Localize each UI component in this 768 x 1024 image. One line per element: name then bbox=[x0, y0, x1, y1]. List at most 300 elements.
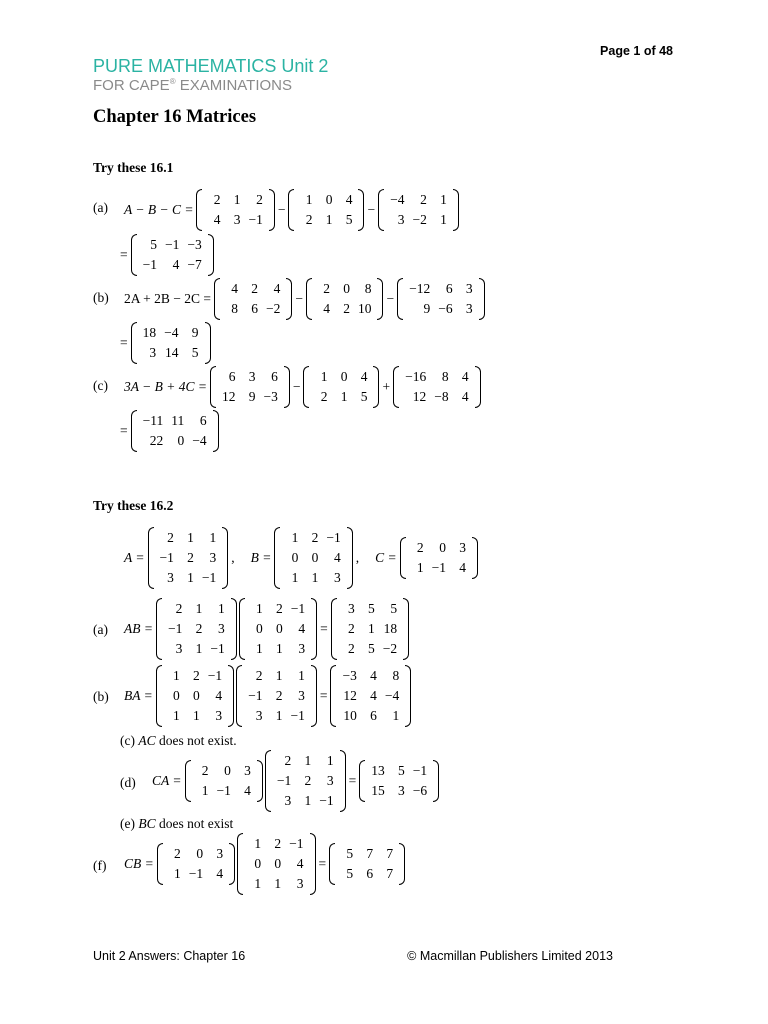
matrix-cell: 3 bbox=[167, 570, 174, 585]
matrix-cell: 1 bbox=[440, 192, 447, 207]
op: − bbox=[386, 291, 395, 306]
matrix-cell: 1 bbox=[187, 570, 194, 585]
matrix-cell: 4 bbox=[370, 688, 377, 703]
right-bracket bbox=[403, 598, 409, 660]
lhs: CB = bbox=[124, 856, 154, 871]
part-label: (c) bbox=[120, 733, 135, 748]
matrix-cell: 1 bbox=[274, 876, 282, 891]
lhs: A − B − C = bbox=[124, 202, 194, 217]
matrix-cell: 22 bbox=[149, 433, 164, 448]
matrix-entries bbox=[154, 527, 223, 589]
matrix bbox=[329, 843, 405, 885]
right-bracket bbox=[222, 527, 228, 589]
matrix-cell: 7 bbox=[386, 866, 394, 881]
matrix bbox=[156, 598, 237, 660]
matrix-cell: 3 bbox=[298, 688, 305, 703]
matrix-cell: −1 bbox=[207, 668, 223, 683]
matrix-cell: 6 bbox=[271, 369, 278, 384]
matrix-cell: 4 bbox=[323, 301, 330, 316]
matrix-cell: −3 bbox=[187, 237, 202, 252]
right-bracket bbox=[228, 665, 234, 727]
result-c1 bbox=[118, 410, 220, 452]
matrix-cell: −1 bbox=[216, 783, 231, 798]
right-bracket bbox=[286, 278, 292, 320]
matrix-entries bbox=[406, 537, 472, 579]
matrix-cell: 3 bbox=[215, 708, 223, 723]
note: does not exist bbox=[155, 816, 234, 831]
matrix-cell: 4 bbox=[298, 621, 306, 636]
matrix-cell: 3 bbox=[216, 846, 224, 861]
matrix-cell: 9 bbox=[248, 389, 256, 404]
matrix-cell: 4 bbox=[172, 257, 180, 272]
matrix-cell: −7 bbox=[187, 257, 202, 272]
matrix-cell: 3 bbox=[209, 550, 217, 565]
matrix bbox=[214, 278, 292, 320]
matrix bbox=[185, 760, 263, 802]
matrix-cell: 3 bbox=[397, 212, 405, 227]
matrix bbox=[331, 598, 409, 660]
matrix-cell: 6 bbox=[251, 301, 258, 316]
right-bracket bbox=[433, 760, 439, 802]
matrix-cell: 4 bbox=[273, 281, 281, 296]
op: − bbox=[295, 291, 303, 306]
matrix-cell: 1 bbox=[195, 601, 203, 616]
right-bracket bbox=[472, 537, 478, 579]
matrix-cell: −6 bbox=[438, 301, 453, 316]
matrix-cell: 1 bbox=[291, 570, 299, 585]
right-bracket bbox=[257, 760, 263, 802]
matrix-cell: 5 bbox=[367, 601, 375, 616]
equation-b1 bbox=[122, 278, 486, 320]
matrix-cell: −1 bbox=[290, 708, 305, 723]
matrix-cell: 2 bbox=[174, 846, 181, 861]
equation-ca bbox=[150, 750, 440, 812]
matrix-cell: 1 bbox=[174, 866, 181, 881]
matrix-entries bbox=[312, 278, 378, 320]
matrix-cell: −3 bbox=[342, 668, 357, 683]
lhs: 3A − B + 4C = bbox=[124, 379, 207, 394]
matrix-cell: 2 bbox=[275, 601, 283, 616]
matrix-cell: 3 bbox=[255, 708, 263, 723]
matrix-entries bbox=[163, 843, 229, 885]
matrix-cell: −1 bbox=[165, 237, 180, 252]
matrix-cell: 6 bbox=[366, 866, 374, 881]
right-bracket bbox=[269, 189, 275, 231]
matrix-C bbox=[400, 537, 478, 579]
page-number: Page 1 of 48 bbox=[600, 44, 673, 58]
right-bracket bbox=[358, 189, 364, 231]
matrix-cell: −1 bbox=[431, 560, 446, 575]
matrix-cell: −2 bbox=[265, 301, 281, 316]
matrix-cell: 1 bbox=[392, 708, 400, 723]
matrix-cell: 5 bbox=[150, 237, 157, 252]
matrix-cell: 3 bbox=[459, 540, 466, 555]
matrix-cell: 3 bbox=[326, 773, 334, 788]
matrix-cell: 2 bbox=[201, 763, 209, 778]
matrix-cell: −4 bbox=[164, 325, 179, 340]
right-bracket bbox=[231, 598, 237, 660]
chapter-title: Chapter 16 Matrices bbox=[93, 107, 257, 127]
matrix-cell: 5 bbox=[346, 866, 354, 881]
matrix bbox=[239, 598, 317, 660]
matrix-cell: 1 bbox=[340, 389, 348, 404]
matrix-cell: −1 bbox=[289, 836, 304, 851]
matrix-cell: 2 bbox=[274, 836, 282, 851]
result-a1 bbox=[118, 234, 215, 276]
matrix-cell: 3 bbox=[465, 301, 473, 316]
matrix-cell: −1 bbox=[412, 763, 428, 778]
matrix-cell: 2 bbox=[192, 668, 200, 683]
matrix-cell: 5 bbox=[367, 641, 375, 656]
matrix-cell: 2 bbox=[311, 530, 319, 545]
matrix-cell: 1 bbox=[440, 212, 447, 227]
matrix-cell: −1 bbox=[276, 773, 292, 788]
matrix-cell: 1 bbox=[192, 708, 200, 723]
matrix-cell: 0 bbox=[254, 856, 262, 871]
matrix-cell: −6 bbox=[412, 783, 428, 798]
eq: = bbox=[320, 621, 328, 636]
matrix-cell: −3 bbox=[263, 389, 278, 404]
footer-copyright: © Macmillan Publishers Limited 2013 bbox=[407, 949, 613, 963]
matrix-entries bbox=[242, 665, 311, 727]
matrix-cell: 10 bbox=[357, 301, 372, 316]
note: does not exist. bbox=[155, 733, 237, 748]
matrix bbox=[131, 234, 214, 276]
matrix-entries bbox=[335, 843, 399, 885]
matrix-cell: 1 bbox=[255, 601, 263, 616]
right-bracket bbox=[373, 366, 379, 408]
matrix-cell: 3 bbox=[248, 369, 256, 384]
matrix-cell: 6 bbox=[370, 708, 377, 723]
matrix-entries bbox=[202, 189, 268, 231]
part-label: (b) bbox=[93, 290, 109, 305]
right-bracket bbox=[340, 750, 346, 812]
matrix bbox=[303, 366, 379, 408]
subtitle-post: EXAMINATIONS bbox=[175, 77, 292, 94]
matrix-cell: 1 bbox=[416, 560, 424, 575]
matrix-cell: 0 bbox=[275, 621, 283, 636]
matrix-cell: 5 bbox=[345, 212, 353, 227]
matrix-entries bbox=[271, 750, 340, 812]
matrix-cell: 18 bbox=[383, 621, 398, 636]
matrix bbox=[306, 278, 384, 320]
lhs: 2A + 2B − 2C = bbox=[124, 291, 211, 306]
matrix-cell: 0 bbox=[274, 856, 282, 871]
matrix-cell: 2 bbox=[347, 641, 355, 656]
matrix-entries bbox=[309, 366, 373, 408]
matrix-entries bbox=[365, 760, 433, 802]
matrix-entries bbox=[403, 278, 479, 320]
equation-cb bbox=[122, 833, 406, 895]
matrix-cell: 1 bbox=[275, 668, 283, 683]
matrix-cell: −1 bbox=[248, 212, 263, 227]
op: + bbox=[382, 379, 391, 394]
matrix-cell: 5 bbox=[346, 846, 354, 861]
matrix bbox=[393, 366, 481, 408]
equation-ba bbox=[122, 665, 412, 727]
matrix-cell: 1 bbox=[275, 641, 283, 656]
matrix-cell: 7 bbox=[366, 846, 374, 861]
matrix-entries bbox=[294, 189, 358, 231]
comma: , bbox=[231, 550, 235, 565]
lhs: C = bbox=[375, 550, 397, 565]
matrix-cell: 4 bbox=[360, 369, 368, 384]
matrix-cell: −4 bbox=[192, 433, 207, 448]
matrix-cell: 18 bbox=[142, 325, 157, 340]
matrix bbox=[196, 189, 274, 231]
equation-c1 bbox=[122, 366, 482, 408]
matrix-cell: 3 bbox=[233, 212, 241, 227]
right-bracket bbox=[310, 833, 316, 895]
matrix-cell: 4 bbox=[370, 668, 377, 683]
matrix-B bbox=[274, 527, 352, 589]
part-e-text bbox=[120, 816, 233, 832]
matrix-cell: 15 bbox=[371, 783, 385, 798]
matrix-entries bbox=[137, 234, 208, 276]
matrix-cell: 2 bbox=[187, 550, 194, 565]
right-bracket bbox=[208, 234, 214, 276]
right-bracket bbox=[479, 278, 485, 320]
product-name: BC bbox=[138, 816, 156, 831]
matrix-cell: 2 bbox=[175, 601, 183, 616]
subtitle-pre: FOR CAPE bbox=[93, 77, 170, 94]
matrix-cell: 1 bbox=[304, 793, 312, 808]
matrix-cell: 4 bbox=[461, 389, 469, 404]
matrix-entries bbox=[280, 527, 346, 589]
matrix-A bbox=[148, 527, 229, 589]
right-bracket bbox=[284, 366, 290, 408]
matrix-cell: 2 bbox=[304, 773, 312, 788]
matrix-cell: 1 bbox=[195, 641, 203, 656]
matrix-cell: 3 bbox=[298, 641, 306, 656]
matrix-cell: 5 bbox=[191, 345, 199, 360]
matrix-cell: 1 bbox=[326, 753, 334, 768]
matrix bbox=[330, 665, 411, 727]
matrix-cell: 1 bbox=[298, 668, 305, 683]
matrix bbox=[288, 189, 364, 231]
matrix-entries bbox=[399, 366, 475, 408]
matrix-cell: 5 bbox=[398, 763, 405, 778]
matrix-cell: 3 bbox=[175, 641, 183, 656]
matrix-cell: 12 bbox=[412, 389, 427, 404]
right-bracket bbox=[213, 410, 219, 452]
matrix-entries bbox=[162, 665, 228, 727]
matrix-cell: −1 bbox=[167, 621, 183, 636]
matrix-cell: 13 bbox=[371, 763, 385, 778]
matrix-cell: 2 bbox=[195, 621, 203, 636]
matrix-cell: 8 bbox=[441, 369, 449, 384]
matrix-cell: 3 bbox=[149, 345, 157, 360]
part-label: (c) bbox=[93, 378, 108, 393]
matrix bbox=[131, 322, 211, 364]
matrix-cell: 3 bbox=[244, 763, 251, 778]
registered-mark: ® bbox=[169, 77, 176, 86]
matrix-cell: 12 bbox=[221, 389, 236, 404]
matrix-cell: 1 bbox=[311, 570, 319, 585]
matrix-cell: 3 bbox=[465, 281, 473, 296]
matrix-cell: 1 bbox=[187, 530, 194, 545]
right-bracket bbox=[405, 665, 411, 727]
eq: = bbox=[348, 773, 357, 788]
matrix-cell: 2 bbox=[213, 192, 221, 207]
matrix-entries bbox=[220, 278, 286, 320]
eq: = bbox=[120, 335, 128, 350]
matrix-cell: −12 bbox=[409, 281, 431, 296]
op: − bbox=[292, 379, 301, 394]
matrix-cell: 0 bbox=[196, 846, 204, 861]
matrix-cell: 7 bbox=[386, 846, 394, 861]
matrix-cell: 4 bbox=[213, 212, 221, 227]
part-label: (f) bbox=[93, 858, 107, 873]
matrix-cell: −1 bbox=[201, 570, 217, 585]
matrix-entries bbox=[243, 833, 309, 895]
matrix-cell: 14 bbox=[165, 345, 179, 360]
matrix-cell: 2 bbox=[275, 688, 283, 703]
matrix-cell: −1 bbox=[248, 688, 263, 703]
matrix-cell: 4 bbox=[461, 369, 469, 384]
matrix-cell: −4 bbox=[390, 192, 405, 207]
matrix bbox=[359, 760, 439, 802]
section-heading: Try these 16.1 bbox=[93, 160, 174, 175]
matrix-cell: 0 bbox=[325, 192, 333, 207]
matrix-cell: 3 bbox=[217, 621, 225, 636]
matrix bbox=[157, 843, 235, 885]
matrix-cell: 1 bbox=[209, 530, 217, 545]
matrix-cell: 11 bbox=[171, 413, 185, 428]
footer-left: Unit 2 Answers: Chapter 16 bbox=[93, 949, 246, 963]
matrix bbox=[210, 366, 290, 408]
matrix-cell: 1 bbox=[254, 876, 262, 891]
matrix-cell: 1 bbox=[255, 641, 263, 656]
matrix-cell: 0 bbox=[311, 550, 319, 565]
matrix-cell: 0 bbox=[343, 281, 350, 296]
matrix-cell: 2 bbox=[305, 212, 313, 227]
eq: = bbox=[120, 247, 128, 262]
matrix-cell: −1 bbox=[319, 793, 334, 808]
matrix-entries bbox=[162, 598, 231, 660]
matrix-cell: 3 bbox=[347, 601, 355, 616]
matrix-cell: 1 bbox=[304, 753, 312, 768]
matrix-cell: 1 bbox=[325, 212, 333, 227]
matrix-entries bbox=[384, 189, 453, 231]
matrix-cell: 0 bbox=[192, 688, 200, 703]
matrix-cell: −1 bbox=[142, 257, 157, 272]
matrix bbox=[131, 410, 219, 452]
matrix-cell: 8 bbox=[364, 281, 372, 296]
matrix-entries bbox=[137, 410, 213, 452]
right-bracket bbox=[311, 598, 317, 660]
matrix-cell: 2 bbox=[323, 281, 330, 296]
matrix-cell: 1 bbox=[254, 836, 262, 851]
matrix-cell: 4 bbox=[296, 856, 304, 871]
product-name: AC bbox=[138, 733, 156, 748]
matrix-cell: 0 bbox=[255, 621, 263, 636]
matrix-cell: 6 bbox=[445, 281, 453, 296]
matrix-cell: 12 bbox=[343, 688, 357, 703]
matrix-cell: 4 bbox=[345, 192, 353, 207]
right-bracket bbox=[229, 843, 235, 885]
matrix-entries bbox=[137, 322, 205, 364]
eq: = bbox=[319, 688, 328, 703]
part-label: (a) bbox=[93, 200, 108, 215]
matrix-cell: 2 bbox=[347, 621, 355, 636]
matrix-cell: −1 bbox=[290, 601, 306, 616]
matrix-cell: 2 bbox=[343, 301, 350, 316]
matrix-cell: 3 bbox=[296, 876, 304, 891]
matrix-cell: 1 bbox=[305, 192, 313, 207]
right-bracket bbox=[399, 843, 405, 885]
matrix-cell: 2 bbox=[320, 389, 328, 404]
matrix-cell: 3 bbox=[398, 783, 405, 798]
right-bracket bbox=[205, 322, 211, 364]
matrix-cell: 0 bbox=[291, 550, 299, 565]
matrix-cell: 2 bbox=[284, 753, 292, 768]
right-bracket bbox=[453, 189, 459, 231]
lhs: CA = bbox=[152, 773, 182, 788]
right-bracket bbox=[475, 366, 481, 408]
matrix-entries bbox=[337, 598, 403, 660]
section-heading: Try these 16.2 bbox=[93, 498, 174, 513]
matrix-cell: −4 bbox=[384, 688, 400, 703]
matrix bbox=[236, 665, 317, 727]
matrix-cell: −1 bbox=[326, 530, 341, 545]
matrix-cell: 2 bbox=[255, 668, 263, 683]
part-label: (d) bbox=[120, 775, 136, 790]
eq: = bbox=[318, 856, 327, 871]
part-c-text bbox=[120, 733, 237, 749]
matrix bbox=[397, 278, 485, 320]
matrix-cell: 0 bbox=[177, 433, 185, 448]
equation-a1 bbox=[122, 189, 460, 231]
matrix-cell: 0 bbox=[439, 540, 446, 555]
part-label: (a) bbox=[93, 622, 108, 637]
matrix-cell: 9 bbox=[191, 325, 199, 340]
matrix bbox=[378, 189, 459, 231]
matrix-cell: 1 bbox=[172, 668, 180, 683]
right-bracket bbox=[377, 278, 383, 320]
matrix-cell: −2 bbox=[412, 212, 427, 227]
matrix-cell: 4 bbox=[459, 560, 466, 575]
equation-ab bbox=[122, 598, 410, 660]
matrix-entries bbox=[245, 598, 311, 660]
matrix-cell: 5 bbox=[360, 389, 368, 404]
matrix-cell: 2 bbox=[251, 281, 258, 296]
matrix-entries bbox=[191, 760, 257, 802]
matrix-cell: 1 bbox=[172, 708, 180, 723]
op: − bbox=[277, 202, 286, 217]
matrix-cell: 3 bbox=[333, 570, 341, 585]
matrix-cell: −1 bbox=[159, 550, 174, 565]
book-subtitle bbox=[93, 77, 292, 94]
result-b1 bbox=[118, 322, 212, 364]
matrix-cell: 1 bbox=[320, 369, 328, 384]
matrix-cell: −2 bbox=[382, 641, 398, 656]
matrix-cell: 0 bbox=[224, 763, 231, 778]
matrix-cell: 5 bbox=[390, 601, 398, 616]
lhs: BA = bbox=[124, 688, 153, 703]
matrix-cell: 3 bbox=[284, 793, 292, 808]
matrix-cell: 2 bbox=[256, 192, 263, 207]
definitions bbox=[122, 527, 479, 589]
matrix-cell: −1 bbox=[210, 641, 225, 656]
matrix-cell: 2 bbox=[167, 530, 174, 545]
right-bracket bbox=[347, 527, 353, 589]
matrix-cell: 2 bbox=[420, 192, 427, 207]
matrix-cell: 8 bbox=[392, 668, 400, 683]
matrix-cell: −8 bbox=[434, 389, 449, 404]
matrix-cell: 1 bbox=[275, 708, 283, 723]
matrix bbox=[237, 833, 315, 895]
